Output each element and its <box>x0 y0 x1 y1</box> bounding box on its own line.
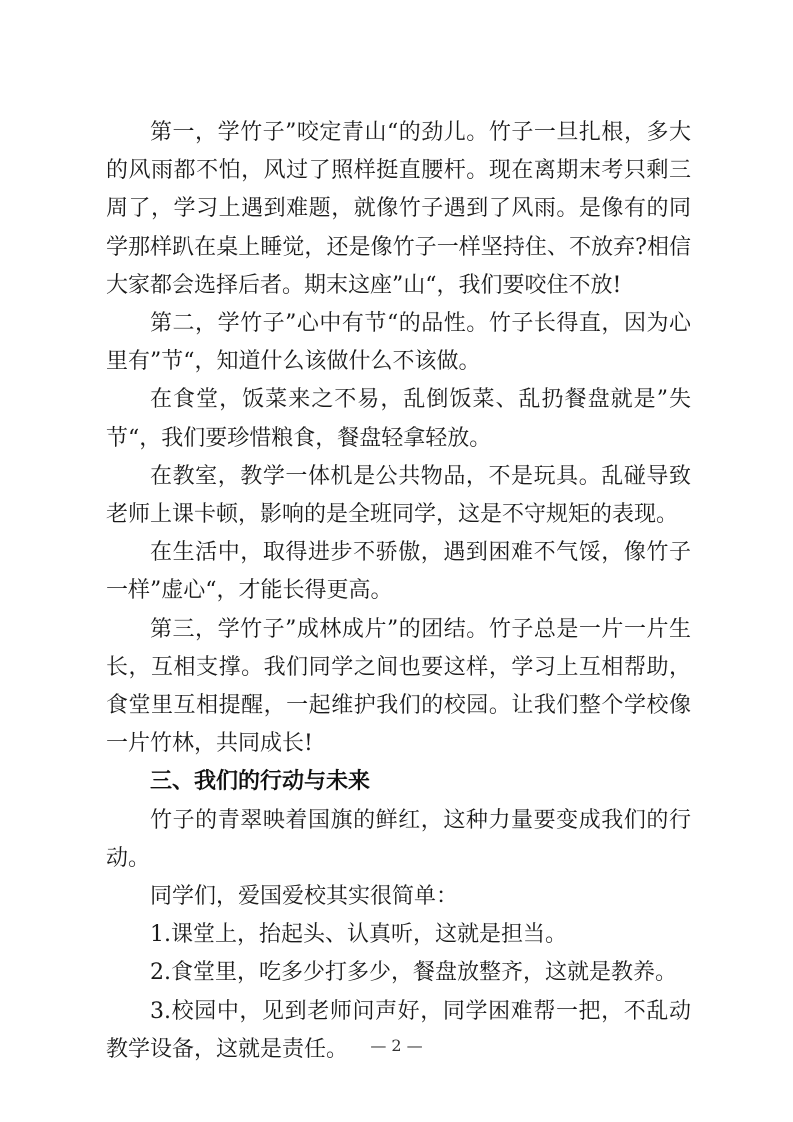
paragraph-students-intro: 同学们，爱国爱校其实很简单： <box>150 884 459 910</box>
document-body <box>106 114 691 1069</box>
paragraph-daily-life: 在生活中，取得进步不骄傲，遇到困难不气馁，像竹子一样”虚心“，才能长得更高。 <box>106 540 691 604</box>
section-heading-actions: 三、我们的行动与未来 <box>150 769 371 795</box>
paragraph-bamboo-flag: 竹子的青翠映着国旗的鲜红，这种力量要变成我们的行动。 <box>106 807 691 871</box>
list-item-canteen: 2.食堂里，吃多少打多少，餐盘放整齐，这就是教养。 <box>150 960 677 986</box>
list-item-classroom: 1.课堂上，抬起头、认真听，这就是担当。 <box>150 922 567 948</box>
list-item-campus: 3.校园中，见到老师问声好，同学困难帮一把，不乱动教学设备，这就是责任。 <box>106 998 691 1062</box>
paragraph-canteen: 在食堂，饭菜来之不易，乱倒饭菜、乱扔餐盘就是”失节“，我们要珍惜粮食，餐盘轻拿轻放。 <box>106 387 691 451</box>
paragraph-classroom: 在教室，教学一体机是公共物品，不是玩具。乱碰导致老师上课卡顿，影响的是全班同学，这是不守规矩的表现。 <box>106 463 691 528</box>
paragraph-learn-unity: 第三，学竹子”成林成片”的团结。竹子总是一片一片生长，互相支撑。我们同学之间也要这样，学习上互相帮助，食堂里互相提醒，一起维护我们的校园。让我们整个学校像一片竹林，共同成长! <box>106 616 691 757</box>
paragraph-learn-perseverance: 第一，学竹子”咬定青山“的劲儿。竹子一旦扎根，多大的风雨都不怕，风过了照样挺直腰杆。现在离期末考只剩三周了，学习上遇到难题，就像竹子遇到了风雨。是像有的同学那样趴在桌上睡觉，还是像竹子一样坚持住、不放弃?相信大家都会选择后者。期末这座”山“，我们要咬住不放! <box>106 120 691 298</box>
paragraph-learn-integrity: 第二，学竹子”心中有节“的品性。竹子长得直，因为心里有”节“，知道什么该做什么不该做。 <box>106 311 691 375</box>
page-number: — 2 — <box>370 1036 423 1055</box>
